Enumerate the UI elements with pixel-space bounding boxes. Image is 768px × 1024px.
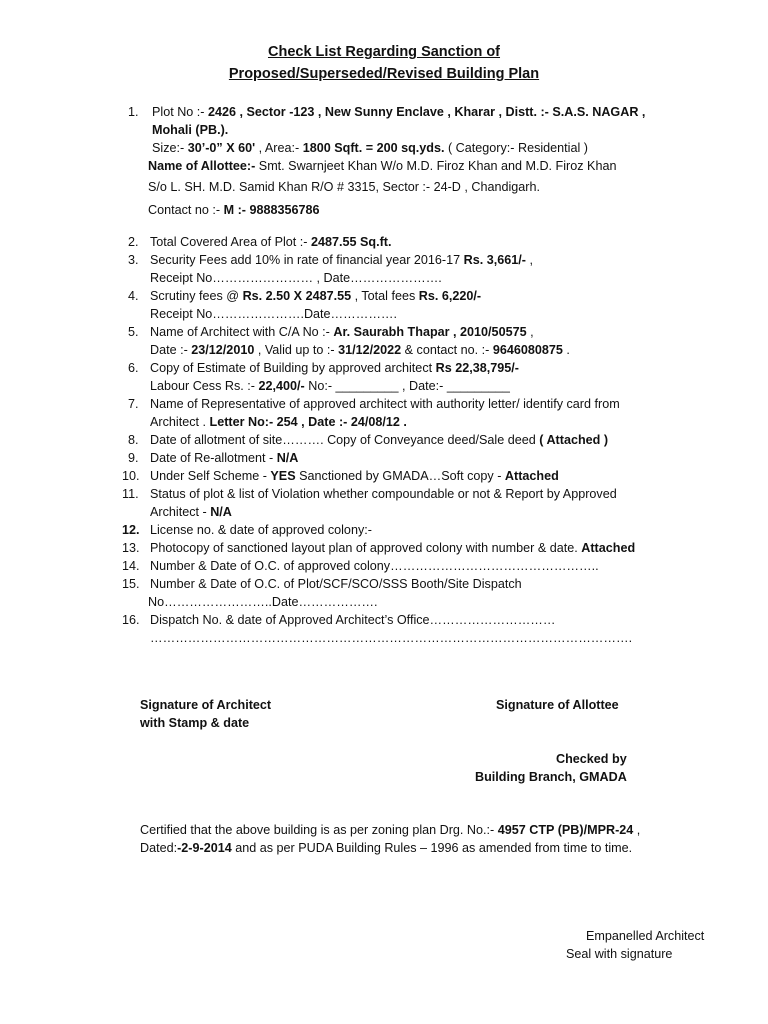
item-12-number: 12. [122, 523, 140, 537]
item-6-labour-cess: Labour Cess Rs. :- 22,400/- No:- _________ , Date:- _________ [150, 379, 510, 393]
item-6-estimate: Copy of Estimate of Building by approved architect Rs 22,38,795/- [150, 361, 519, 375]
title-line-2: Proposed/Superseded/Revised Building Plan [228, 66, 540, 82]
item-4-receipt: Receipt No………………….Date……………. [150, 307, 398, 321]
item-16-dispatch-office: Dispatch No. & date of Approved Architect’s Office………………………… [150, 613, 556, 627]
item-9-number: 9. [128, 451, 139, 465]
item-11-status: Status of plot & list of Violation whether compoundable or not & Report by Approved [150, 487, 617, 501]
seal-with-signature: Seal with signature [566, 947, 673, 961]
item-1-number: 1. [128, 105, 139, 119]
item-15-oc-plot: Number & Date of O.C. of Plot/SCF/SCO/SSS Booth/Site Dispatch [150, 577, 522, 591]
item-10-self-scheme: Under Self Scheme - YES Sanctioned by GMADA…Soft copy - Attached [150, 469, 559, 483]
item-1-location: Mohali (PB.). [152, 123, 229, 137]
certificate-line-1: Certified that the above building is as per zoning plan Drg. No.:- 4957 CTP (PB)/MPR-24 , [140, 823, 641, 837]
item-3-receipt: Receipt No…………………… , Date…………………. [150, 271, 442, 285]
item-9-reallotment: Date of Re-allotment - N/A [150, 451, 299, 465]
item-1-relation: S/o L. SH. M.D. Samid Khan R/O # 3315, Sector :- 24-D , Chandigarh. [148, 180, 540, 194]
item-16-number: 16. [122, 613, 140, 627]
item-1-contact: Contact no :- M :- 9888356786 [148, 203, 320, 217]
item-8-allotment: Date of allotment of site………. Copy of Conveyance deed/Sale deed ( Attached ) [150, 433, 609, 447]
item-13-number: 13. [122, 541, 140, 555]
item-10-number: 10. [122, 469, 140, 483]
item-7-representative: Name of Representative of approved architect with authority letter/ identify card from [150, 397, 620, 411]
item-12-license: License no. & date of approved colony:- [150, 523, 372, 537]
item-14-oc-colony: Number & Date of O.C. of approved colony………………………………………….. [150, 559, 599, 573]
item-1-allottee: Name of Allottee:- Smt. Swarnjeet Khan W/o M.D. Firoz Khan and M.D. Firoz Khan [148, 159, 617, 173]
item-2-number: 2. [128, 235, 139, 249]
signature-architect-label: Signature of Architect [140, 698, 272, 712]
signature-architect-stamp: with Stamp & date [140, 716, 250, 730]
item-4-number: 4. [128, 289, 139, 303]
item-1-plot: Plot No :- 2426 , Sector -123 , New Sunny Enclave , Kharar , Distt. :- S.A.S. NAGAR , [152, 105, 646, 119]
item-15-number: 15. [122, 577, 140, 591]
building-branch-label: Building Branch, GMADA [475, 770, 627, 784]
item-15-dispatch: No……………………..Date………………. [148, 595, 378, 609]
certificate-line-2: Dated:-2-9-2014 and as per PUDA Building Rules – 1996 as amended from time to time. [140, 841, 633, 855]
signature-allottee-label: Signature of Allottee [496, 698, 619, 712]
item-14-number: 14. [122, 559, 140, 573]
seal-empanelled-architect: Empanelled Architect [586, 929, 705, 943]
item-1-size-area: Size:- 30’-0” X 60' , Area:- 1800 Sqft. = 200 sq.yds. ( Category:- Residential ) [152, 141, 588, 155]
item-2-covered-area: Total Covered Area of Plot :- 2487.55 Sq.ft. [150, 235, 392, 249]
checked-by-label: Checked by [556, 752, 627, 766]
item-3-number: 3. [128, 253, 139, 267]
item-13-layout-plan: Photocopy of sanctioned layout plan of approved colony with number & date. Attached [150, 541, 636, 555]
item-8-number: 8. [128, 433, 139, 447]
item-5-architect: Name of Architect with C/A No :- Ar. Saurabh Thapar , 2010/50575 , [150, 325, 534, 339]
title-line-1: Check List Regarding Sanction of [267, 44, 501, 60]
item-5-number: 5. [128, 325, 139, 339]
item-16-dots: ……………………………………………………………………………………………………. [150, 631, 633, 645]
item-7-number: 7. [128, 397, 139, 411]
item-6-number: 6. [128, 361, 139, 375]
item-3-security-fees: Security Fees add 10% in rate of financial year 2016-17 Rs. 3,661/- , [150, 253, 533, 267]
item-11-architect: Architect - N/A [150, 505, 232, 519]
item-4-scrutiny-fees: Scrutiny fees @ Rs. 2.50 X 2487.55 , Total fees Rs. 6,220/- [150, 289, 482, 303]
item-7-letter: Architect . Letter No:- 254 , Date :- 24/08/12 . [150, 415, 407, 429]
item-5-architect-dates: Date :- 23/12/2010 , Valid up to :- 31/12/2022 & contact no. :- 9646080875 . [150, 343, 570, 357]
item-11-number: 11. [122, 487, 139, 501]
